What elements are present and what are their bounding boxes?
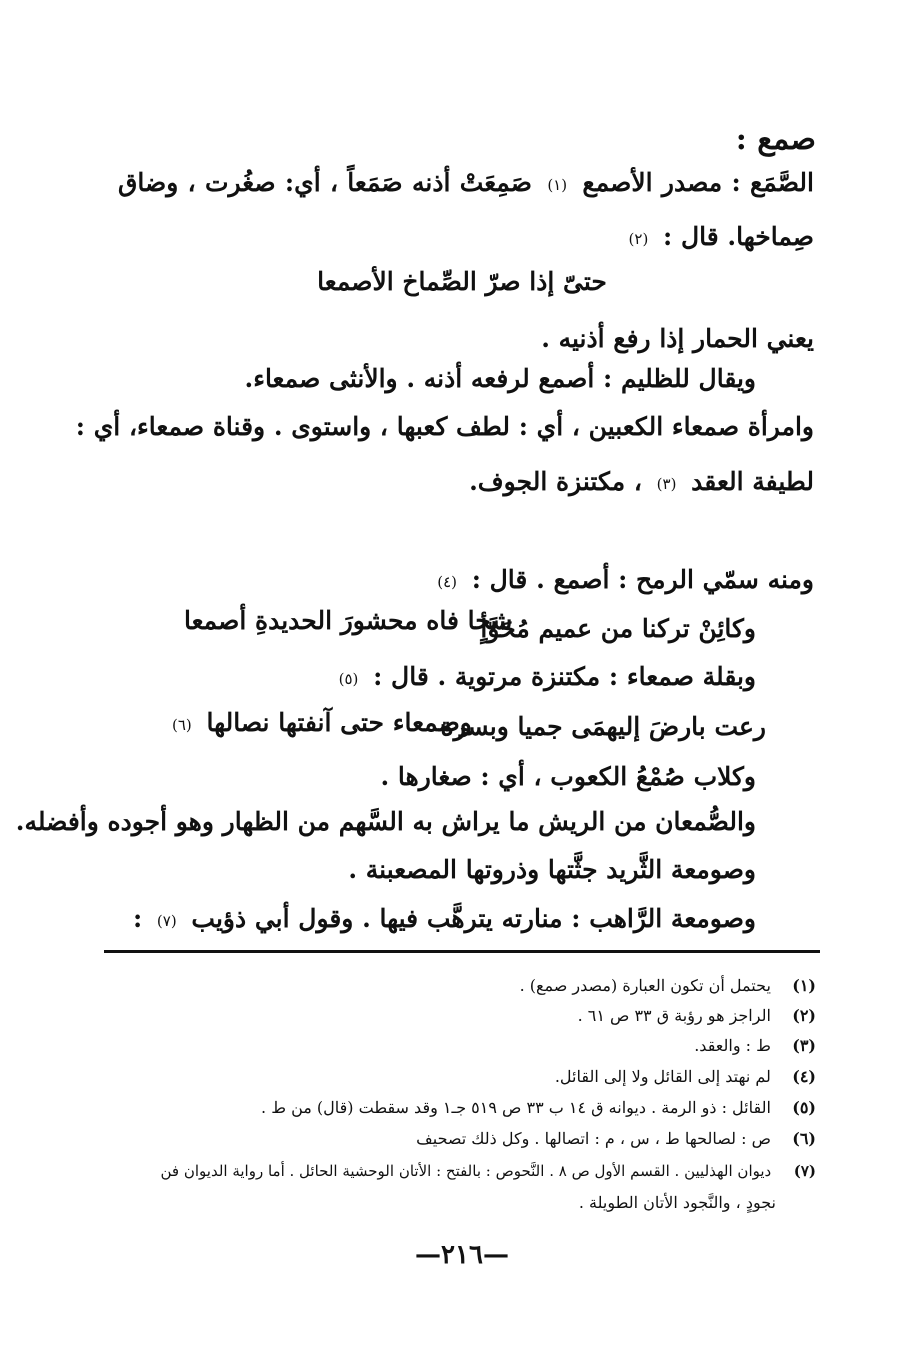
- verse-hemistich-left: شحا فاه محشورَ الحديدةِ أصمعا: [184, 606, 513, 635]
- line-text: الصَّمَع : مصدر الأصمع: [582, 168, 814, 197]
- verse-hemistich-right: وكائِنْ تركنا من عميم مُحَوَّأٍ: [480, 614, 756, 643]
- footnote-ref: (٣): [656, 474, 677, 493]
- text-line: وكلاب صُمْعُ الكعوب ، أي : صغارها .: [380, 762, 756, 791]
- text-line: [469, 465, 814, 501]
- verse-hemistich-left: [166, 706, 472, 742]
- footnote-text: ص : لصالحها ط ، س ، م : اتصالها . وكل ذلك تصحيف: [416, 1129, 771, 1148]
- footnote: [112, 1005, 816, 1027]
- footnote: [112, 1035, 816, 1057]
- page-number: —٢١٦—: [415, 1240, 509, 1270]
- line-text: وصومعة الرَّاهب : منارته يترهَّب فيها . وقول أبي ذؤيب: [191, 904, 756, 933]
- line-text: لطيفة العقد: [691, 467, 814, 496]
- footnote-ref: (٢): [628, 229, 649, 248]
- verse-hemistich-right: رعت بارضَ إليهمَى جميا وبسرة: [440, 712, 766, 741]
- footnote-divider: [104, 950, 820, 953]
- footnote-text: الراجز هو رؤبة ق ٣٣ ص ٦١ .: [577, 1006, 771, 1025]
- text-line: [623, 220, 814, 256]
- footnote-number: (٧): [793, 1162, 816, 1180]
- footnote-number: (٤): [792, 1067, 816, 1086]
- footnote: [112, 1128, 816, 1150]
- text-line: [333, 660, 756, 696]
- footnote-number: (٣): [792, 1036, 816, 1055]
- line-text: وصمعاء حتى آنفتها نصالها: [206, 708, 472, 737]
- verse-line: حتىّ إذا صرّ الصِّماخ الأصمعا: [317, 267, 607, 296]
- text-line: [118, 166, 814, 202]
- footnote: [108, 1160, 816, 1182]
- footnote-ref: (٦): [172, 715, 192, 734]
- footnote-ref: (٧): [156, 911, 177, 930]
- text-line: [431, 563, 814, 599]
- text-line: يعني الحمار إذا رفع أذنيه .: [541, 324, 814, 353]
- text-line: والصُّمعان من الريش ما يراش به السَّهم من الظهار وهو أجوده وأفضله.: [15, 807, 756, 836]
- footnote-continuation: [112, 1192, 776, 1214]
- footnote-number: (٥): [792, 1098, 816, 1117]
- footnote-ref: (٥): [338, 669, 359, 688]
- line-text: صَمِعَتْ أذنه صَمَعاً ، أي: صغُرت ، وضاق: [118, 168, 532, 197]
- line-text: ومنه سمّي الرمح : أصمع . قال :: [471, 565, 814, 594]
- line-text: ، مكتنزة الجوف.: [469, 467, 642, 496]
- footnote-ref: (٤): [437, 572, 457, 591]
- entry-heading: صمع :: [735, 122, 816, 157]
- footnote-text: ديوان الهذليين . القسم الأول ص ٨ . النَّحوص : بالفتح : الأتان الوحشية الحائل . أما رواية الديوان فن: [160, 1162, 772, 1180]
- footnote-text: لم نهتد إلى القائل ولا إلى القائل.: [554, 1067, 771, 1086]
- text-line: [133, 902, 756, 938]
- text-line: وامرأة صمعاء الكعبين ، أي : لطف كعبها ، واستوى . وقناة صمعاء، أي :: [75, 412, 814, 441]
- footnote-number: (١): [792, 976, 816, 995]
- text-line: وصومعة الثَّريد جثَّتها وذروتها المصعبنة .: [348, 855, 756, 884]
- footnote-text: القائل : ذو الرمة . ديوانه ق ١٤ ب ٣٣ ص ٥١٩ جـ١ وقد سقطت (قال) من ط .: [261, 1098, 771, 1117]
- text-line: ويقال للظليم : أصمع لرفعه أذنه . والأنثى صمعاء.: [244, 364, 756, 393]
- footnote: [112, 1066, 816, 1088]
- line-text: وبقلة صمعاء : مكتنزة مرتوية . قال :: [373, 662, 756, 691]
- footnote: [112, 1097, 816, 1119]
- footnote-text: نجودٍ ، والنَّجود الأتان الطويلة .: [578, 1193, 776, 1212]
- line-text: :: [132, 904, 143, 933]
- footnote: [112, 975, 816, 997]
- footnote-number: (٢): [792, 1006, 816, 1025]
- line-text: صِماخها. قال :: [663, 222, 814, 251]
- footnote-ref: (١): [547, 175, 568, 194]
- footnote-number: (٦): [792, 1129, 816, 1148]
- footnote-text: ط : والعقد.: [694, 1036, 771, 1055]
- footnote-text: يحتمل أن تكون العبارة (مصدر صمع) .: [519, 976, 771, 995]
